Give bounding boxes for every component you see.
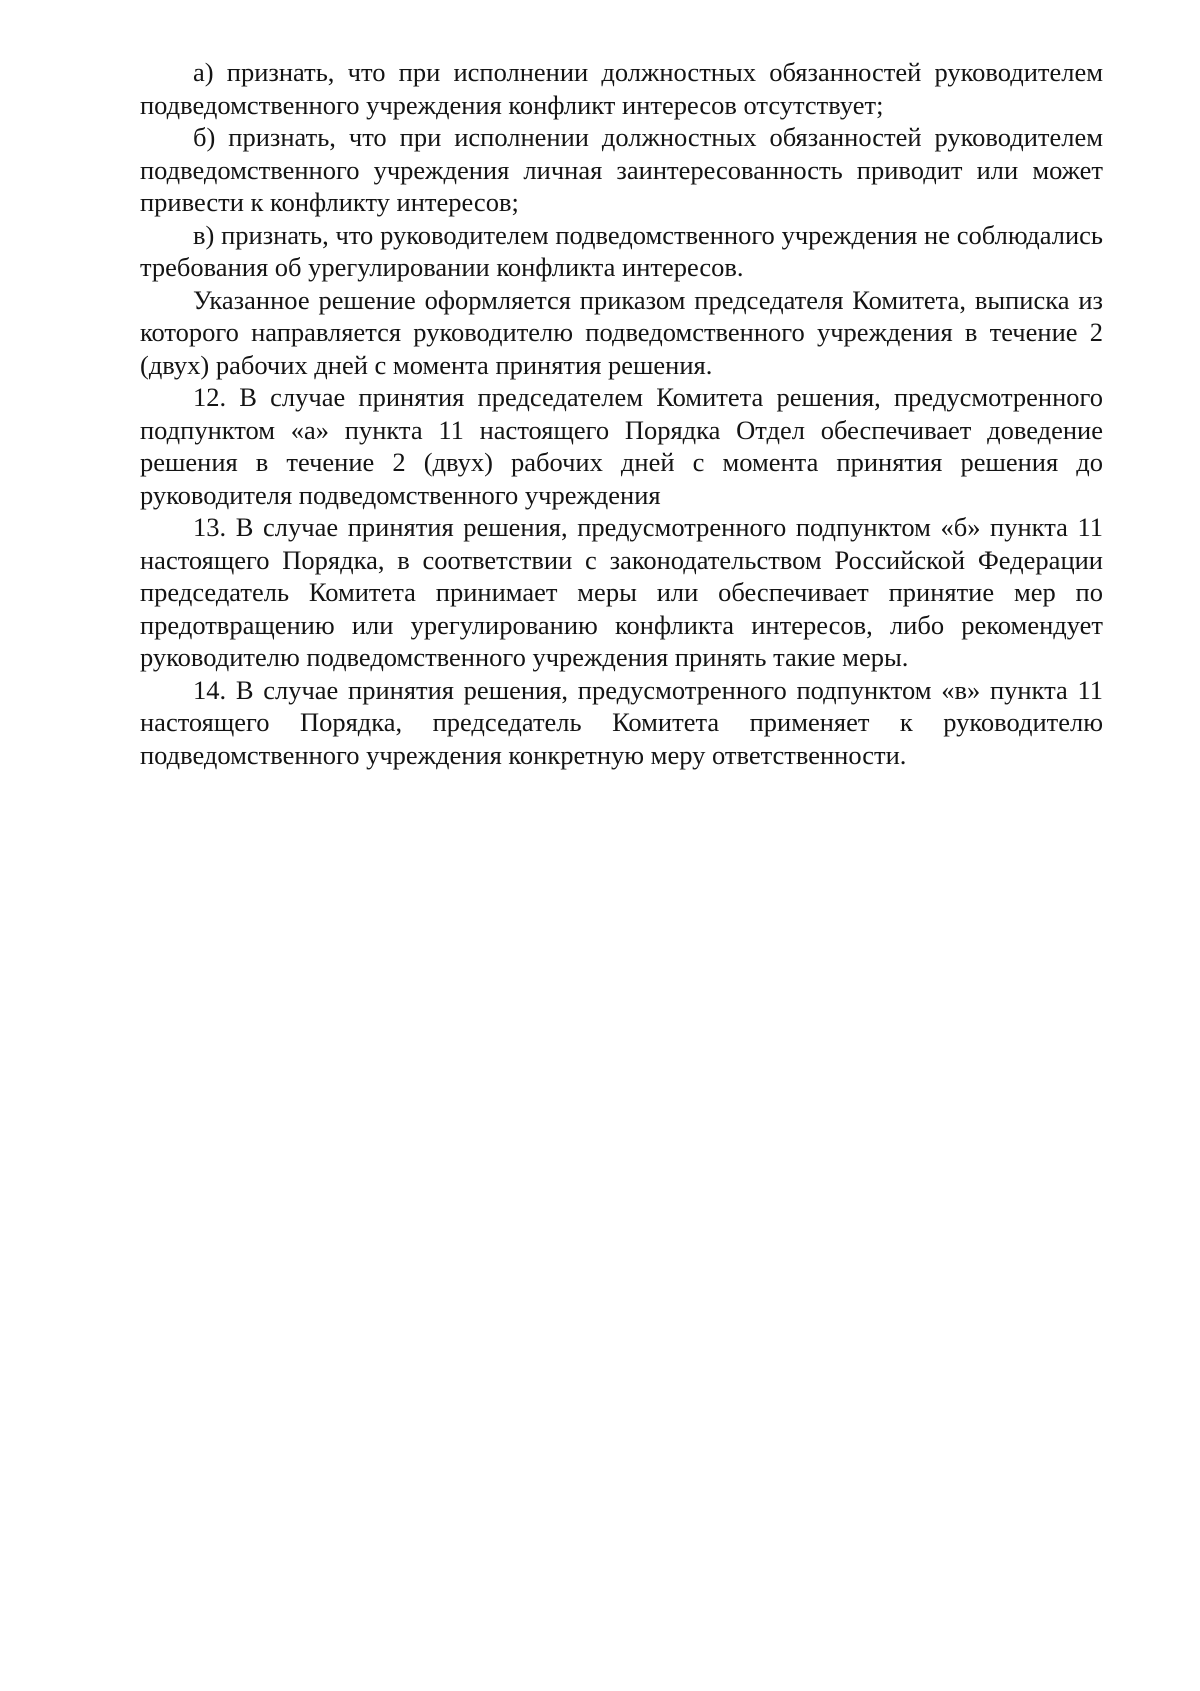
- paragraph-subitem-b: б) признать, что при исполнении должностных обязанностей руководителем подведомственного учреждения личная заинтересованность приводит или может привести к конфликту интересов;: [140, 122, 1103, 217]
- paragraph-item-12: 12. В случае принятия председателем Комитета решения, предусмотренного подпунктом «а» пункта 11 настоящего Порядка Отдел обеспечивает доведение решения в течение 2 (двух) рабочих дней с момента принятия решения до руководителя подведомственного учреждения: [140, 382, 1103, 510]
- paragraph-decision-order: Указанное решение оформляется приказом председателя Комитета, выписка из которого направляется руководителю подведомственного учреждения в течение 2 (двух) рабочих дней с момента принятия решения.: [140, 284, 1103, 380]
- paragraph-subitem-a: а) признать, что при исполнении должностных обязанностей руководителем подведомственного учреждения конфликт интересов отсутствует;: [140, 57, 1103, 120]
- document-body: [140, 56, 1103, 771]
- paragraph-subitem-v: в) признать, что руководителем подведомственного учреждения не соблюдались требования об урегулировании конфликта интересов.: [140, 219, 1103, 282]
- paragraph-item-13: 13. В случае принятия решения, предусмотренного подпунктом «б» пункта 11 настоящего Порядка, в соответствии с законодательством Российской Федерации председатель Комитета принимает меры или обеспечивает принятие мер по предотвращению или урегулированию конфликта интересов, либо рекомендует руководителю подведомственного учреждения принять такие меры.: [140, 512, 1103, 672]
- paragraph-item-14: 14. В случае принятия решения, предусмотренного подпунктом «в» пункта 11 настоящего Порядка, председатель Комитета применяет к руководителю подведомственного учреждения конкретную меру ответственности.: [140, 674, 1103, 770]
